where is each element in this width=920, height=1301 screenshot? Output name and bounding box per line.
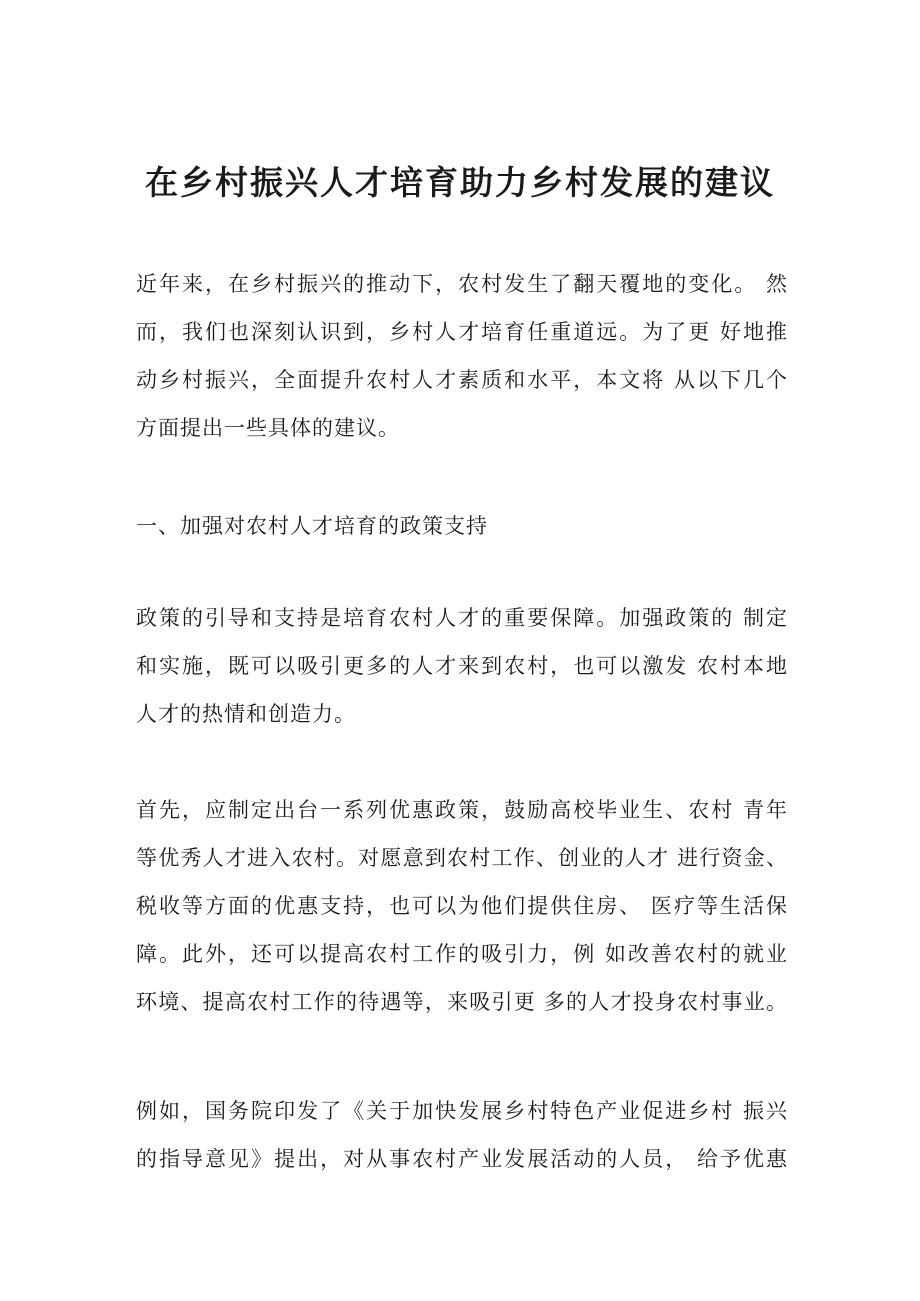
first-measure-paragraph xyxy=(136,786,788,1026)
intro-line-3: 动乡村振兴，全面提升农村人才素质和水平，本文将 从以下几个 xyxy=(136,368,788,392)
intro-line-1: 近年来，在乡村振兴的推动下，农村发生了翻天覆地的变化。 然 xyxy=(136,272,788,296)
measure-line-3: 税收等方面的优惠支持，也可以为他们提供住房、 医疗等生活保 xyxy=(136,894,788,918)
intro-paragraph xyxy=(136,260,788,452)
measure-line-1: 首先，应制定出台一系列优惠政策，鼓励高校毕业生、农村 青年 xyxy=(136,798,788,822)
policy-line-3: 人才的热情和创造力。 xyxy=(136,702,356,726)
policy-line-1: 政策的引导和支持是培育农村人才的重要保障。加强政策的 制定 xyxy=(136,606,788,630)
policy-line-2: 和实施，既可以吸引更多的人才来到农村，也可以激发 农村本地 xyxy=(136,654,788,678)
section-heading: 一、加强对农村人才培育的政策支持 xyxy=(136,514,488,538)
policy-paragraph xyxy=(136,594,788,738)
intro-line-2: 而，我们也深刻认识到，乡村人才培育任重道远。为了更 好地推 xyxy=(136,320,788,344)
measure-line-5: 环境、提高农村工作的待遇等，来吸引更 多的人才投身农村事业。 xyxy=(136,990,788,1014)
example-paragraph xyxy=(136,1087,788,1183)
measure-line-2: 等优秀人才进入农村。对愿意到农村工作、创业的人才 进行资金、 xyxy=(136,846,788,870)
example-line-1: 例如，国务院印发了《关于加快发展乡村特色产业促进乡村 振兴 xyxy=(136,1099,788,1123)
example-line-2: 的指导意见》提出，对从事农村产业发展活动的人员， 给予优惠 xyxy=(136,1147,788,1171)
document-title: 在乡村振兴人才培育助力乡村发展的建议 xyxy=(145,163,775,203)
measure-line-4: 障。此外，还可以提高农村工作的吸引力，例 如改善农村的就业 xyxy=(136,942,788,966)
intro-line-4: 方面提出一些具体的建议。 xyxy=(136,416,400,440)
